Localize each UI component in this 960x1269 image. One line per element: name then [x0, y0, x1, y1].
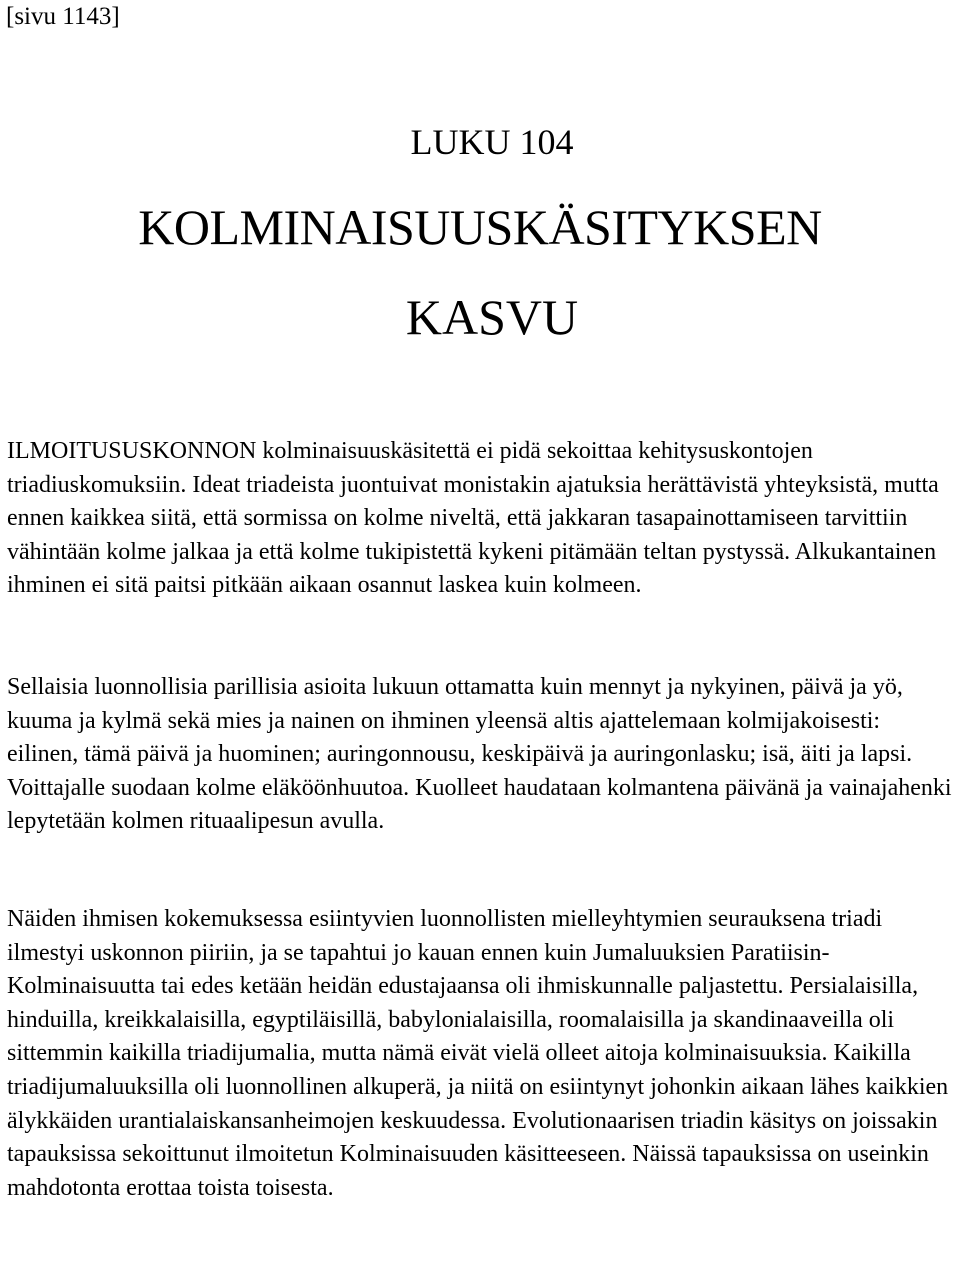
page-marker: [sivu 1143] [6, 3, 120, 30]
chapter-title-continued: KASVU [405, 289, 579, 345]
paragraph-1: ILMOITUSUSKONNON kolminaisuuskäsitettä ei pidä sekoittaa kehitysuskontojen triadiuskomuksiin. Ideat triadeista juontuivat monistakin ajatuksia herättävistä yhteyksistä, mutta ennen kaikkea siitä, että sormissa on kolme niveltä, että jakkaran tasapainottamiseen tarvittiin vähintään kolme jalkaa ja että kolme tukipistettä kykeni pitämään teltan pystyssä. Alkukantainen ihminen ei sitä paitsi pitkään aikaan osannut laskea kuin kolmeen. [7, 438, 939, 599]
paragraph-2: Sellaisia luonnollisia parillisia asioita lukuun ottamatta kuin mennyt ja nykyinen, päivä ja yö, kuuma ja kylmä sekä mies ja nainen on ihminen yleensä altis ajattelemaan kolmijakoisesti: eilinen, tämä päivä ja huominen; auringonnousu, keskipäivä ja auringonlasku; isä, äiti ja lapsi. Voittajalle suodaan kolme eläköönhuutoa. Kuolleet haudataan kolmantena päivänä ja vainajahenki lepytetään kolmen rituaalipesun avulla. [7, 674, 952, 835]
paragraph-3: Näiden ihmisen kokemuksessa esiintyvien luonnollisten mielleyhtymien seurauksena triadi ilmestyi uskonnon piiriin, ja se tapahtui jo kauan ennen kuin Jumaluuksien Paratiisin-Kolminaisuutta tai edes ketään heidän edustajaansa oli ihmiskunnalle paljastettu. Persialaisilla, hinduilla, kreikkalaisilla, egyptiläisillä, babylonialaisilla, roomalaisilla ja skandinaaveilla oli sittemmin kaikilla triadijumalia, mutta nämä eivät vielä olleet aitoja kolminaisuuksia. Kaikilla triadijumaluuksilla oli luonnollinen alkuperä, ja niitä on esiintynyt johonkin aikaan lähes kaikkien älykkäiden urantialaiskansanheimojen keskuudessa. Evolutionaarisen triadin käsitys on joissakin tapauksissa sekoittunut ilmoitetun Kolminaisuuden käsitteeseen. Näissä tapauksissa on useinkin mahdotonta erottaa toista toisesta. [7, 906, 949, 1201]
chapter-title: KOLMINAISUUSKÄSITYKSEN [138, 199, 822, 255]
chapter-number: LUKU 104 [410, 122, 574, 162]
